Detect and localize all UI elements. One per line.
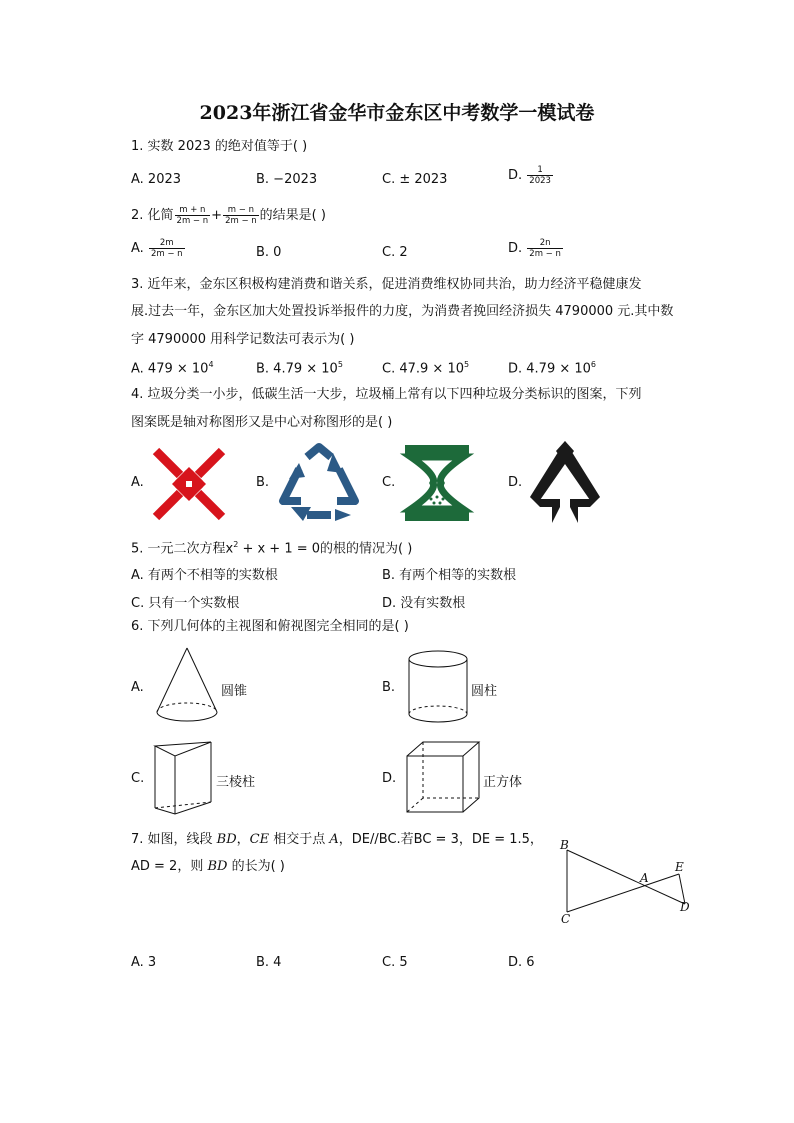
q1-option-d bbox=[508, 165, 554, 186]
q3-option-b-base: B. 4.79 × 10 bbox=[256, 361, 338, 377]
fraction-numerator: 2m bbox=[149, 238, 185, 249]
q7-option-d: D. 6 bbox=[508, 955, 535, 970]
q2-fraction-1 bbox=[175, 205, 211, 226]
q3-line-2: 展.过去一年，金东区加大处置投诉举报件的力度，为消费者挽回经济损失 4790000 元.其中数 bbox=[131, 304, 674, 319]
q7-point-c: C bbox=[561, 912, 571, 926]
q2-prefix: 2. 化简 bbox=[131, 208, 174, 223]
q4-symbol-b-recycle bbox=[277, 443, 361, 521]
q7-text: ， bbox=[236, 832, 250, 847]
q7-text: 的长为( ) bbox=[227, 859, 285, 874]
q7-point-a-ref: A bbox=[329, 832, 339, 847]
q4-option-c-label: C. bbox=[382, 475, 396, 490]
q1-stem: 1. 实数 2023 的绝对值等于( ) bbox=[131, 139, 308, 154]
fraction-denominator: 2m − n bbox=[176, 216, 209, 226]
q5-option-d: D. 没有实数根 bbox=[382, 596, 466, 611]
q2-option-d-fraction bbox=[527, 238, 563, 259]
q3-option-c-base: C. 47.9 × 10 bbox=[382, 361, 464, 377]
q5-stem bbox=[131, 537, 412, 557]
q7-point-b: B bbox=[560, 838, 569, 852]
q7-option-b: B. 4 bbox=[256, 955, 282, 970]
q6-cylinder-figure bbox=[407, 650, 469, 724]
q3-option-a-base: A. 479 × 10 bbox=[131, 361, 209, 377]
q3-line-1: 3. 近年来，金东区积极构建消费和谐关系，促进消费维权协同共治，助力经济平稳健康发 bbox=[131, 277, 642, 292]
page-title: 2023年浙江省金华市金东区中考数学一模试卷 bbox=[199, 102, 595, 124]
fraction-numerator: m − n bbox=[223, 205, 259, 216]
q6-option-b-label: B. bbox=[382, 680, 396, 695]
q3-line-3: 字 4790000 用科学记数法可表示为( ) bbox=[131, 332, 355, 347]
q7-text: AD = 2，则 bbox=[131, 859, 208, 874]
fraction-denominator: 2m − n bbox=[150, 249, 183, 259]
q1-option-b: B. −2023 bbox=[256, 172, 318, 187]
q7-option-c: C. 5 bbox=[382, 955, 408, 970]
q4-option-d-label: D. bbox=[508, 475, 523, 490]
q7-text: ，DE//BC.若BC = 3，DE = 1.5， bbox=[338, 832, 543, 847]
q7-text: 7. 如图，线段 bbox=[131, 832, 217, 847]
q5-stem-suffix: + x + 1 = 0的根的情况为( ) bbox=[238, 541, 413, 557]
fraction-denominator: 2m − n bbox=[529, 249, 561, 259]
q7-line-2 bbox=[131, 859, 285, 875]
q7-segment-ce: CE bbox=[249, 832, 270, 847]
q4-symbol-d-triangle-arrows bbox=[530, 441, 600, 523]
q2-stem bbox=[131, 205, 326, 226]
q6-triangular-prism-figure bbox=[153, 740, 213, 816]
q7-point-e: E bbox=[675, 860, 684, 874]
q6-option-d-label: D. bbox=[382, 771, 397, 786]
q6-cube-name: 正方体 bbox=[483, 775, 523, 790]
q5-stem-exponent: 2 bbox=[233, 540, 239, 549]
q5-option-a: A. 有两个不相等的实数根 bbox=[131, 568, 278, 583]
q7-segment-bd: BD bbox=[216, 832, 237, 847]
fraction-denominator: 2m − n bbox=[225, 216, 257, 226]
q6-cylinder-name: 圆柱 bbox=[471, 684, 498, 699]
fraction-denominator: 2023 bbox=[529, 176, 551, 186]
q3-option-a bbox=[131, 360, 214, 376]
q3-option-c-exponent: 5 bbox=[464, 360, 470, 369]
q3-option-a-exponent: 4 bbox=[208, 360, 214, 369]
q1-option-d-label: D. bbox=[508, 168, 523, 183]
q5-stem-prefix: 5. 一元二次方程x bbox=[131, 541, 234, 557]
q6-option-a-label: A. bbox=[131, 680, 144, 695]
q3-option-b-exponent: 5 bbox=[337, 360, 343, 369]
q1-option-c: C. ± 2023 bbox=[382, 172, 448, 187]
q5-option-b: B. 有两个相等的实数根 bbox=[382, 568, 517, 583]
q4-option-b-label: B. bbox=[256, 475, 270, 490]
q7-point-d: D bbox=[680, 900, 690, 914]
q7-line-1 bbox=[131, 832, 543, 848]
q3-option-d bbox=[508, 360, 596, 376]
q7-geometry-figure bbox=[555, 838, 700, 930]
q6-cone-figure bbox=[155, 646, 219, 724]
q2-option-d bbox=[508, 238, 564, 259]
q2-option-d-label: D. bbox=[508, 241, 523, 256]
q2-option-a-label: A. bbox=[131, 241, 144, 256]
q2-plus: + bbox=[211, 208, 223, 223]
q3-option-c bbox=[382, 360, 469, 376]
q4-line-2: 图案既是轴对称图形又是中心对称图形的是( ) bbox=[131, 415, 393, 430]
q3-option-d-base: D. 4.79 × 10 bbox=[508, 361, 591, 377]
q2-option-c: C. 2 bbox=[382, 245, 408, 260]
q6-cone-name: 圆锥 bbox=[221, 684, 248, 699]
q2-fraction-2 bbox=[223, 205, 259, 226]
q3-option-b bbox=[256, 360, 343, 376]
q6-stem: 6. 下列几何体的主视图和俯视图完全相同的是( ) bbox=[131, 619, 409, 634]
q2-option-b: B. 0 bbox=[256, 245, 282, 260]
q7-option-a: A. 3 bbox=[131, 955, 157, 970]
q5-option-c: C. 只有一个实数根 bbox=[131, 596, 240, 611]
q6-cube-figure bbox=[405, 740, 481, 816]
fraction-numerator: m + n bbox=[175, 205, 211, 216]
q3-option-d-exponent: 6 bbox=[590, 360, 597, 369]
q4-option-a-label: A. bbox=[131, 475, 144, 490]
q7-point-a: A bbox=[640, 871, 649, 885]
q7-segment-bd: BD bbox=[207, 859, 228, 874]
q2-option-a-fraction bbox=[149, 238, 185, 259]
q6-option-c-label: C. bbox=[131, 771, 145, 786]
q7-text: 相交于点 bbox=[269, 832, 330, 847]
q4-symbol-c-hourglass bbox=[405, 445, 469, 521]
fraction-numerator: 2n bbox=[527, 238, 563, 249]
q1-option-d-fraction bbox=[527, 165, 553, 186]
q2-option-a bbox=[131, 238, 186, 259]
fraction-numerator: 1 bbox=[527, 165, 553, 176]
q2-suffix: 的结果是( ) bbox=[259, 208, 326, 223]
q4-line-1: 4. 垃圾分类一小步，低碳生活一大步，垃圾桶上常有以下四种垃圾分类标识的图案，下列 bbox=[131, 387, 642, 402]
q6-triangular-prism-name: 三棱柱 bbox=[216, 775, 256, 790]
q1-option-a: A. 2023 bbox=[131, 172, 182, 187]
q4-symbol-a-arrows bbox=[150, 445, 228, 523]
